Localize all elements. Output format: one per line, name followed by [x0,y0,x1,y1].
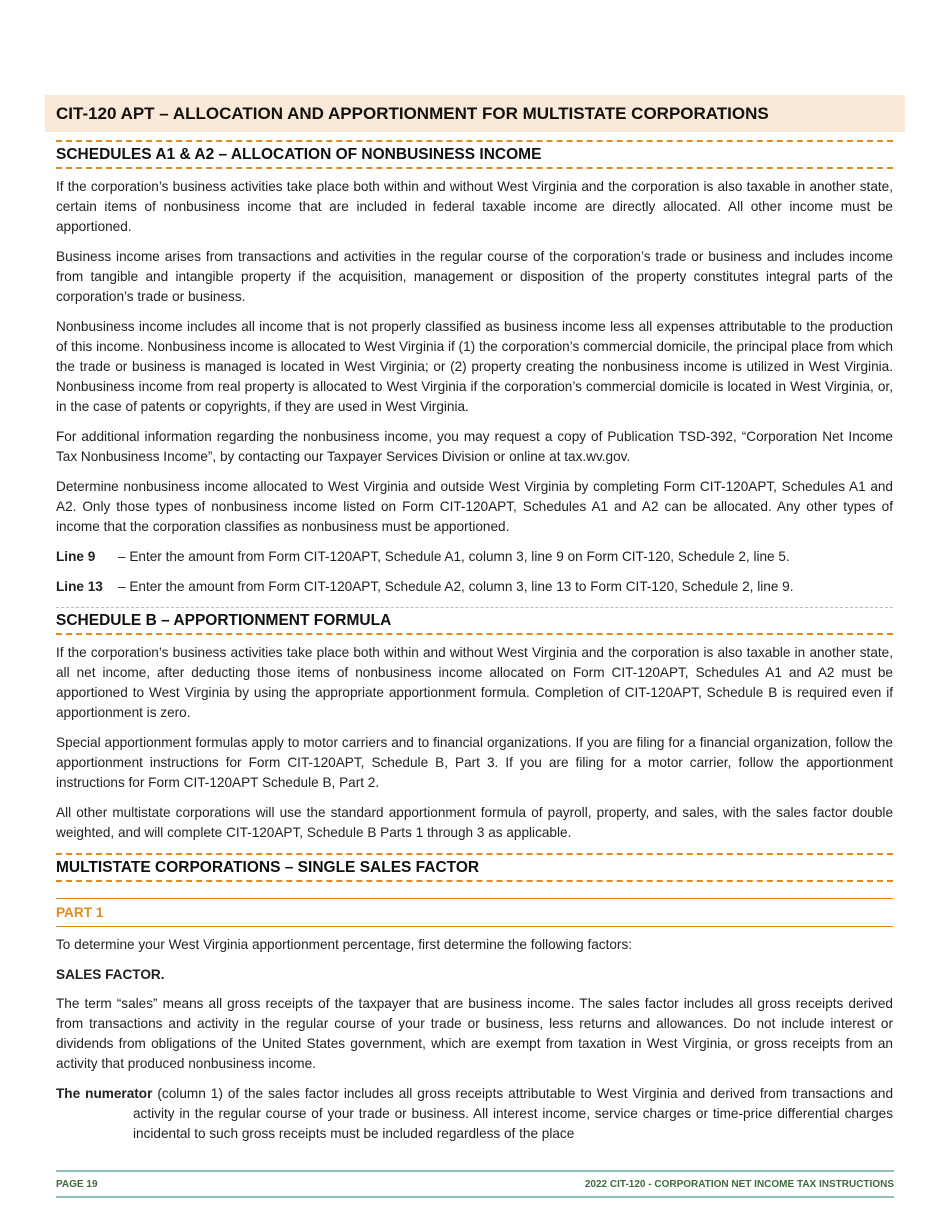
paragraph: If the corporation’s business activities take place both within and without West Virginia and the corporation is also taxable in another state, all net income, after deducting those items of nonbusiness income allocated on Form CIT-120APT, Schedules A1 and A2 must be apportioned to West Virginia by using the appropriate apportionment formula. Completion of CIT-120APT, Schedule B is required even if apportionment is zero. [56,645,893,720]
paragraph: To determine your West Virginia apportionment percentage, first determine the following factors: [56,937,633,952]
page-footer [56,1170,894,1198]
subheading-sales-factor: SALES FACTOR. [56,967,165,982]
line-item-13 [56,577,893,597]
numerator-paragraph [56,1084,893,1144]
paragraph: For additional information regarding the nonbusiness income, you may request a copy of Publication TSD-392, “Corporation Net Income Tax Nonbusiness Income”, by contacting our Taxpayer Services Division or online at tax.wv.gov. [56,429,893,464]
paragraph: Business income arises from transactions and activities in the regular course of the corporation’s trade or business and includes income from tangible and intangible property if the acquisition, management or disposition of the property constitutes integral parts of the corporation’s trade or business. [56,249,893,304]
line-label: Line 9 [56,549,96,564]
page-number: PAGE 19 [56,1178,98,1190]
section-heading-schedule-b: SCHEDULE B – APPORTIONMENT FORMULA [56,607,893,635]
line-text: – Enter the amount from Form CIT-120APT, Schedule A1, column 3, line 9 on Form CIT-120, Schedule 2, line 5. [118,549,790,564]
title-banner [45,95,905,132]
section-heading-schedules-a1-a2: SCHEDULES A1 & A2 – ALLOCATION OF NONBUSINESS INCOME [56,140,893,169]
page-title: CIT-120 APT – ALLOCATION AND APPORTIONMENT FOR MULTISTATE CORPORATIONS [56,104,769,123]
part-heading: PART 1 [56,898,893,927]
paragraph: Special apportionment formulas apply to motor carriers and to financial organizations. If you are filing for a financial organization, follow the apportionment instructions for Form CIT-120APT, Schedule B, Part 3. If you are filing for a motor carrier, follow the apportionment instructions for Form CIT-120APT Schedule B, Part 2. [56,735,893,790]
line-text: – Enter the amount from Form CIT-120APT, Schedule A2, column 3, line 13 to Form CIT-120, Schedule 2, line 9. [118,579,794,594]
paragraph: Determine nonbusiness income allocated to West Virginia and outside West Virginia by completing Form CIT-120APT, Schedules A1 and A2. Only those types of nonbusiness income listed on Form CIT-120APT, Schedules A1 and A2 can be allocated. Any other types of income that the corporation classifies as nonbusiness must be apportioned. [56,479,893,534]
line-item-9 [56,547,893,567]
paragraph: All other multistate corporations will use the standard apportionment formula of payroll, property, and sales, with the sales factor double weighted, and will complete CIT-120APT, Schedule B Parts 1 through 3 as applicable. [56,805,893,840]
document-title: 2022 CIT-120 - CORPORATION NET INCOME TAX INSTRUCTIONS [584,1178,894,1190]
paragraph: Nonbusiness income includes all income that is not properly classified as business income less all expenses attributable to the production of this income. Nonbusiness income is allocated to West Virginia if (1) the corporation’s commercial domicile, the principal place from which the trade or business is managed is located in West Virginia; or (2) property creating the nonbusiness income is utilized in West Virginia. Nonbusiness income from real property is allocated to West Virginia if the corporation’s commercial domicile is located in West Virginia, or, in the case of patents or copyrights, if they are used in West Virginia. [56,319,893,414]
document-body [56,140,893,1144]
numerator-text: (column 1) of the sales factor includes all gross receipts attributable to West Virginia and derived from transactions and activity in the regular course of your trade or business. All interest income, service charges or time-price differential charges incidental to such gross receipts must be included regardless of the place [133,1086,893,1141]
line-label: Line 13 [56,579,103,594]
paragraph: The term “sales” means all gross receipts of the taxpayer that are business income. The sales factor includes all gross receipts derived from transactions and activity in the regular course of your trade or business, less returns and allowances. Do not include interest or dividends from obligations of the United States government, which are exempt from taxation in West Virginia, or gross receipts from an activity that produced nonbusiness income. [56,996,893,1071]
numerator-label: The numerator [56,1086,153,1101]
paragraph: If the corporation’s business activities take place both within and without West Virginia and the corporation is also taxable in another state, certain items of nonbusiness income that are included in federal taxable income are directly allocated. All other income must be apportioned. [56,179,893,234]
section-heading-single-sales-factor: MULTISTATE CORPORATIONS – SINGLE SALES FACTOR [56,853,893,882]
